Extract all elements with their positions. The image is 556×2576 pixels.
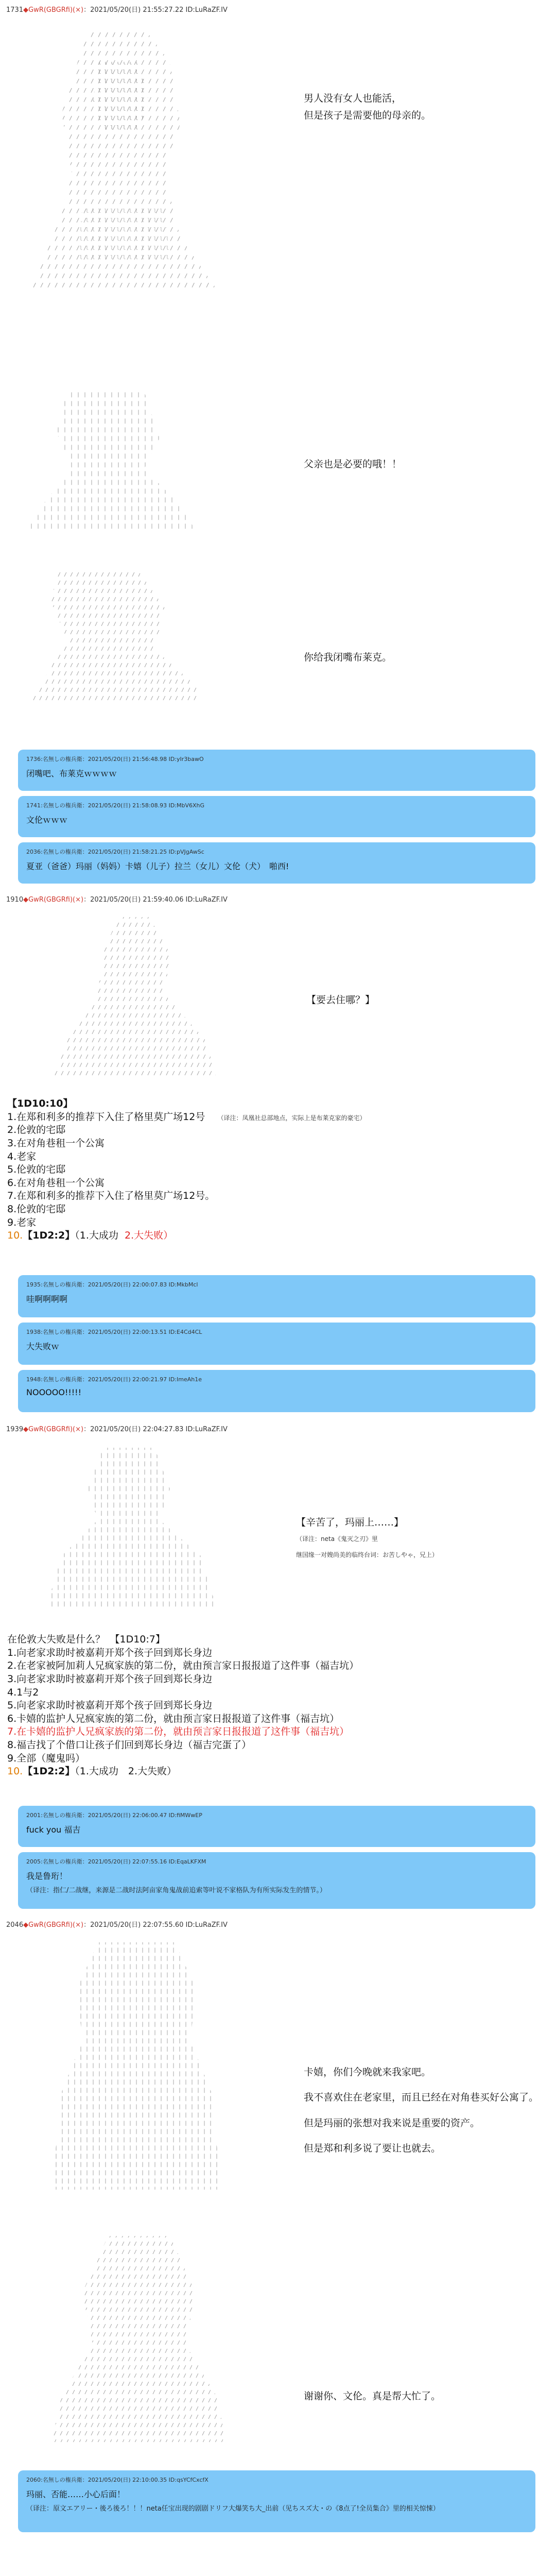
- speech-text: 【要去住哪？】: [306, 994, 375, 1006]
- post-time: 21:59:40.06: [143, 896, 184, 904]
- post-header: 1731◆GwR(GBGRfi)(×)：2021/05/20(日) 21:55:27.22 ID:LuRaZF.IV: [6, 6, 228, 14]
- reply-note: （译注：原文エアリー・後ろ後ろ！！！neta任宝出现的剧剧ドリフ大爆笑ち大_出前（见ちスズ大・の《8点了!全员集合》里的相关惊悚）: [26, 2505, 440, 2513]
- post-author: ◆GwR(GBGRfi)(×): [23, 1921, 84, 1929]
- reply-bubble: [18, 796, 535, 837]
- reply-bubble: [18, 1370, 535, 1412]
- reply-bubble: [18, 1323, 535, 1365]
- reply-meta: 1741:名無しの権兵衛：2021/05/20(日) 21:58:08.93 ID:MbV6XhG: [26, 802, 205, 809]
- speech-text: 谢谢你、文伦。真是帮大忙了。: [304, 2391, 441, 2402]
- post-time: 22:04:27.83: [143, 1426, 184, 1433]
- reply-bubble: [18, 1852, 535, 1909]
- reply-body: 哇啊啊啊啊: [26, 1294, 68, 1304]
- post-number: 1910: [6, 896, 24, 904]
- reply-meta: 1948:名無しの権兵衛：2021/05/20(日) 22:00:21.97 ID:ImeAh1e: [26, 1376, 202, 1383]
- ascii-art-figure: [10, 21, 232, 309]
- post-date: 2021/05/20(日): [90, 896, 141, 904]
- post-id: ID:LuRaZF.IV: [185, 896, 228, 904]
- reply-meta: 1736:名無しの権兵衛：2021/05/20(日) 21:56:48.98 ID:yIr3bawO: [26, 756, 204, 762]
- post-date: 2021/05/20(日): [90, 1921, 141, 1929]
- reply-bubble: [18, 1806, 535, 1847]
- post-time: 22:07:55.60: [143, 1921, 184, 1929]
- post-date: 2021/05/20(日): [90, 6, 141, 14]
- ascii-art-figure: [41, 1937, 232, 2195]
- post-author: ◆GwR(GBGRfi)(×): [23, 6, 84, 14]
- speech-text: 【辛苦了，玛丽上……】 （译注：neta《鬼灭之刃》里 继国缘一对嫂尚美的临终台词：お苦しやゃ，兄上）: [296, 1517, 439, 1558]
- reply-body: NOOOOO!!!!!: [26, 1387, 82, 1397]
- reply-body: 玛丽、否能……小心后面！: [26, 2489, 126, 2499]
- post-id: ID:LuRaZF.IV: [185, 1426, 228, 1433]
- post-author: ◆GwR(GBGRfi)(×): [23, 896, 84, 904]
- reply-body: 夏亚（爸爸）玛丽（妈妈）卡嬉（儿子）拉兰（女儿）文伦（犬） 啪西!: [26, 861, 289, 871]
- post-number: 2046: [6, 1921, 24, 1929]
- post-header: 1910◆GwR(GBGRfi)(×)：2021/05/20(日) 21:59:40.06 ID:LuRaZF.IV: [6, 896, 228, 904]
- reply-body: fuck you 福吉: [26, 1825, 81, 1835]
- speech-text: 男人没有女人也能活， 但是孩子是需要他的母亲的。: [304, 93, 431, 122]
- post-id: ID:LuRaZF.IV: [185, 1921, 228, 1929]
- roll-result: 在伦敦大失败是什么？ 【1D10:7】 1.向老家求助时被嘉莉开郑个孩子回到郑长身边 2.在老家被阿加莉人兄疯家族的第二份，就由预言家日报报道了这件事（福吉坑） 3.向老家求助时被嘉莉开郑个孩子回到郑长身边 4.1与2 5.向老家求助时被嘉莉开郑个孩子回到郑长身边 6.卡嬉的监护人兄疯家族的第二份，就由预言家日报报道了这件事（福吉坑） 7.在卡嬉的监护人兄疯家族的第二份，就由预言家日报报道了这件事（福吉坑） 8.福吉找了个借口让孩子们回到郑长身边（福吉完蛋了） 9.全部（魔鬼吗） 10.【1D2:2】（1.大成功 2.大失败）: [7, 1634, 359, 1777]
- speech-text: 父亲也是必要的哦！！: [304, 459, 402, 470]
- reply-body: 大失败ｗ: [26, 1342, 60, 1351]
- reply-meta: 2001:名無しの権兵衛：2021/05/20(日) 22:06:00.47 ID:fiMWwEP: [26, 1812, 202, 1819]
- reply-body: 我是鲁珩！: [26, 1871, 68, 1881]
- post-id: ID:LuRaZF.IV: [185, 6, 228, 14]
- ascii-art-father: [15, 381, 211, 536]
- reply-meta: 2036:名無しの権兵衛：2021/05/20(日) 21:58:21.25 ID:pVJgAwSc: [26, 849, 204, 855]
- reply-bubble: [18, 750, 535, 791]
- reply-meta: 2005:名無しの権兵衛：2021/05/20(日) 22:07:55.16 ID:EqaLKFXM: [26, 1858, 206, 1865]
- ascii-art-figure: [31, 1443, 232, 1613]
- post-header: 2046◆GwR(GBGRfi)(×)：2021/05/20(日) 22:07:55.60 ID:LuRaZF.IV: [6, 1921, 228, 1929]
- reply-body: 文伦ｗｗｗ: [26, 815, 68, 825]
- speech-text: 卡嬉，你们今晚就来我家吧。 我不喜欢住在老家里，而且已经在对角巷买好公寓了。 但是玛丽的张想对我来说是重要的资产。 但是郑和利多说了要让也就去。: [304, 2066, 539, 2155]
- roll-result: 【1D10:10】 1.在郑和利多的推荐下入住了格里莫广场12号 （译注：凤凰社总部地点，实际上是布莱克家的豪宅） 2.伦敦的宅邸 3.在对角巷租一个公寓 4.老家 5.伦敦的宅邸 6.在对角巷租一个公寓 7.在郑和利多的推荐下入住了格里莫广场12号。 8.伦敦的宅邸 9.老家 10.【1D2:2】（1.大成功 2.大失败）: [7, 1098, 366, 1242]
- reply-meta: 2060:名無しの権兵衛：2021/05/20(日) 22:10:00.35 ID:qsYCfCxcfX: [26, 2477, 208, 2483]
- post-time: 21:55:27.22: [143, 6, 184, 14]
- reply-bubble: [18, 842, 535, 884]
- ascii-art-figure: [46, 2231, 232, 2447]
- ascii-art-figure: [41, 912, 227, 1082]
- ascii-art-figure: [26, 562, 211, 706]
- reply-meta: 1938:名無しの権兵衛：2021/05/20(日) 22:00:13.51 ID:E4Cd4CL: [26, 1329, 202, 1335]
- reply-body: 闭嘴吧、布莱克ｗｗｗｗ: [26, 769, 117, 778]
- post-number: 1731: [6, 6, 24, 14]
- post-number: 1939: [6, 1426, 24, 1433]
- reply-bubble: [18, 2470, 535, 2532]
- post-header: 1939◆GwR(GBGRfi)(×)：2021/05/20(日) 22:04:27.83 ID:LuRaZF.IV: [6, 1426, 228, 1433]
- reply-note: （译注：指仁/二战继，来源是二战时法阿亩家角鬼战前追索等叶说不家格队为有所实际发生的情节。）: [26, 1887, 326, 1894]
- post-date: 2021/05/20(日): [90, 1426, 141, 1433]
- post-author: ◆GwR(GBGRfi)(×): [23, 1426, 84, 1433]
- reply-meta: 1935:名無しの権兵衛：2021/05/20(日) 22:00:07.83 ID:MkbMcl: [26, 1281, 198, 1288]
- reply-bubble: [18, 1275, 535, 1317]
- speech-text: 你给我闭嘴布莱克。: [304, 652, 392, 663]
